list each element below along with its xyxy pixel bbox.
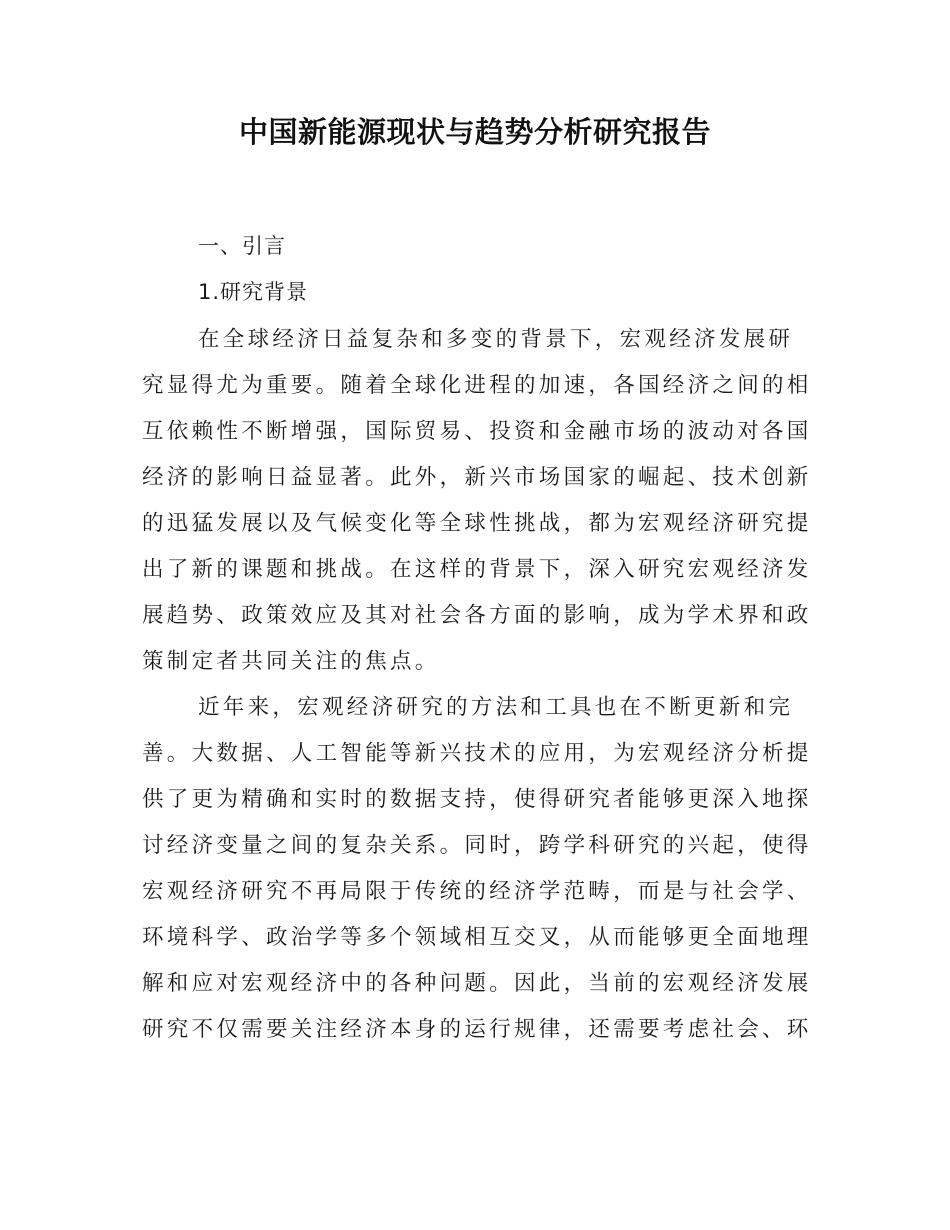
document-title: 中国新能源现状与趋势分析研究报告: [238, 115, 711, 149]
paragraph-research-background-1: [142, 317, 822, 685]
paragraph-line: 互依赖性不断增强，国际贸易、投资和金融市场的波动对各国: [142, 419, 812, 444]
paragraph-line: 在全球经济日益复杂和多变的背景下，宏观经济发展研: [198, 327, 794, 352]
paragraph-line: 供了更为精确和实时的数据支持，使得研究者能够更深入地探: [142, 787, 812, 812]
paragraph-line: 环境科学、政治学等多个领域相互交叉，从而能够更全面地理: [142, 925, 812, 950]
paragraph-line: 的迅猛发展以及气候变化等全球性挑战，都为宏观经济研究提: [142, 511, 812, 536]
paragraph-research-background-2: [142, 685, 822, 1053]
paragraph-line: 策制定者共同关注的焦点。: [142, 649, 440, 674]
paragraph-line: 宏观经济研究不再局限于传统的经济学范畴，而是与社会学、: [142, 879, 812, 904]
paragraph-line: 经济的影响日益显著。此外，新兴市场国家的崛起、技术创新: [142, 465, 812, 490]
sub-heading: 1.研究背景: [198, 280, 309, 304]
paragraph-line: 善。大数据、人工智能等新兴技术的应用，为宏观经济分析提: [142, 741, 812, 766]
paragraph-line: 出了新的课题和挑战。在这样的背景下，深入研究宏观经济发: [142, 557, 812, 582]
paragraph-line: 研究不仅需要关注经济本身的运行规律，还需要考虑社会、环: [142, 1017, 812, 1042]
paragraph-line: 讨经济变量之间的复杂关系。同时，跨学科研究的兴起，使得: [142, 833, 812, 858]
section-heading: 一、引言: [198, 234, 286, 258]
paragraph-line: 展趋势、政策效应及其对社会各方面的影响，成为学术界和政: [142, 603, 812, 628]
paragraph-line: 究显得尤为重要。随着全球化进程的加速，各国经济之间的相: [142, 373, 812, 398]
paragraph-line: 近年来，宏观经济研究的方法和工具也在不断更新和完: [198, 695, 794, 720]
paragraph-line: 解和应对宏观经济中的各种问题。因此，当前的宏观经济发展: [142, 971, 812, 996]
